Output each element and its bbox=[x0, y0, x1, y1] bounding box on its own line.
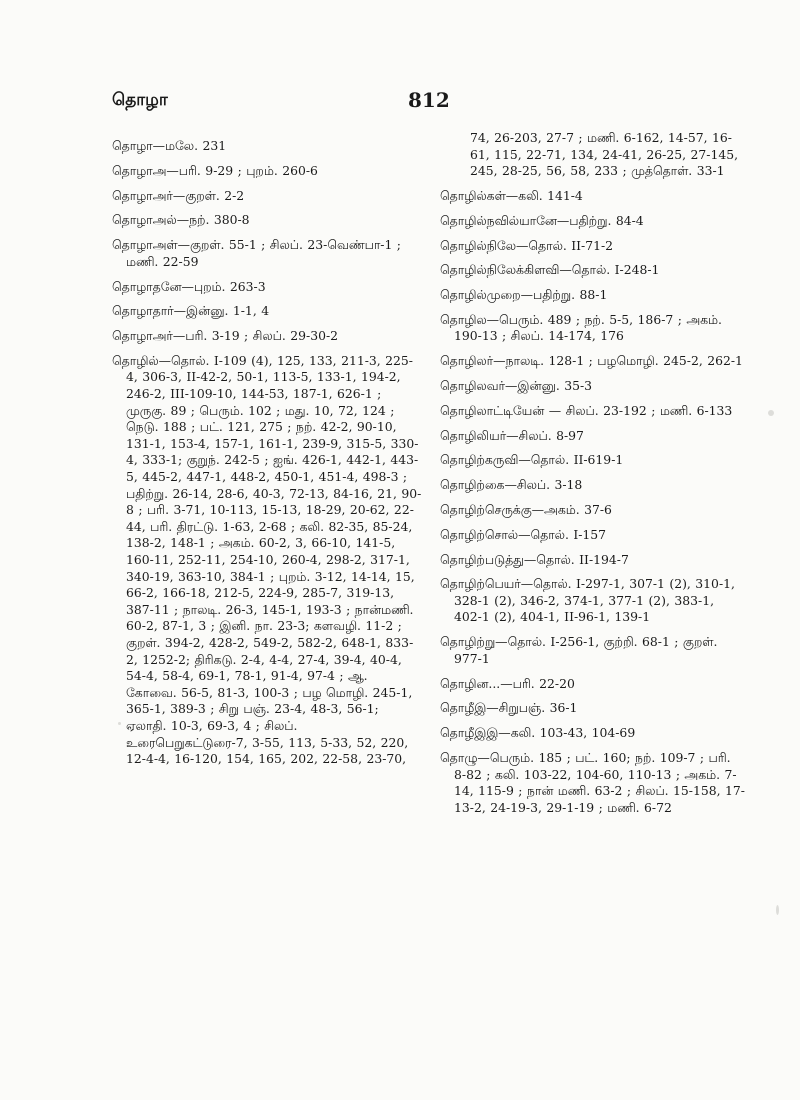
left-column bbox=[112, 138, 422, 776]
index-entry: தொழிற்பெயர்—தொல். I-297-1, 307-1 (2), 310-1, 328-1 (2), 346-2, 374-1, 377-1 (2), 383-1, 402-1 (2), 404-1, II-96-1, 139-1 bbox=[440, 576, 735, 625]
index-entry: தொழிற்சொல்—தொல். I-157 bbox=[440, 526, 607, 542]
index-entry: தொழின...—பரி. 22-20 bbox=[440, 675, 575, 691]
paper-speck bbox=[776, 905, 779, 915]
index-entry: தொழில்நிலேக்கிளவி—தொல். I-248-1 bbox=[440, 262, 660, 278]
index-entry: தொழிலர்—நாலடி. 128-1 ; பழமொழி. 245-2, 262-1 bbox=[440, 353, 743, 369]
index-entry: தொழில—பெரும். 489 ; நற். 5-5, 186-7 ; அகம். 190-13 ; சிலப். 14-174, 176 bbox=[440, 311, 722, 344]
index-entry: தொழிற்று—தொல். I-256-1, குற்றி. 68-1 ; குறள். 977-1 bbox=[440, 634, 718, 666]
index-entry: தொழில்நவில்யானே—பதிற்று. 84-4 bbox=[440, 212, 644, 228]
index-entry: தொழிற்படுத்து—தொல். II-194-7 bbox=[440, 551, 629, 567]
index-entry: தொழில்—தொல். I-109 (4), 125, 133, 211-3, 225-4, 306-3, II-42-2, 50-1, 113-5, 133-1, 194-2, 246-2, III-109-10, 144-53, 187-1, 626-1 ; முருகு. 89 ; பெரும். 102 ; மது. 10, 72, 124 ; நெடு. 188 ; பட். 121, 275 ; நற். 42-2, 90-10, 131-1, 153-4, 157-1, 161-1, 239-9, 315-5, 330-4, 333-1; குறுந். 242-5 ; ஐங். 426-1, 442-1, 443-5, 445-2, 447-1, 448-2, 450-1, 451-4, 498-3 ; பதிற்று. 26-14, 28-6, 40-3, 72-13, 84-16, 21, 90-8 ; பரி. 3-71, 10-113, 15-13, 18-29, 20-62, 22-44, பரி. திரட்டு. 1-63, 2-68 ; கலி. 82-35, 85-24, 138-2, 148-1 ; அகம். 60-2, 3, 66-10, 141-5, 160-11, 252-11, 254-10, 260-4, 298-2, 317-1, 340-19, 363-10, 384-1 ; புறம். 3-12, 14-14, 15, 66-2, 166-18, 212-5, 224-9, 285-7, 319-13, 387-11 ; நாலடி. 26-3, 145-1, 193-3 ; நான்மணி. 60-2, 87-1, 3 ; இனி. நா. 23-3; களவழி. 11-2 ; குறள். 394-2, 428-2, 549-2, 582-2, 648-1, 833-2, 1252-2; திரிகடு. 2-4, 4-4, 27-4, 39-4, 40-4, 54-4, 58-4, 69-1, 78-1, 91-4, 97-4 ; ஆ. கோவை. 56-5, 81-3, 100-3 ; பழ மொழி. 245-1, 365-1, 389-3 ; சிறு பஞ். 23-4, 48-3, 56-1; ஏலாதி. 10-3, 69-3, 4 ; சிலப். உரைபெறுகட்டுரை-7, 3-55, 113, 5-33, 52, 220, 12-4-4, 16-120, 154, 165, 202, 22-58, 23-70, bbox=[112, 352, 422, 767]
index-entry: தொழாஅ—பரி. 9-29 ; புறம். 260-6 bbox=[112, 162, 318, 178]
index-entry: தொழாதனே—புறம். 263-3 bbox=[112, 278, 266, 294]
index-entry: தொழாஅர்—குறள். 2-2 bbox=[112, 187, 245, 203]
index-entry: தொழீஇஇ—கலி. 103-43, 104-69 bbox=[440, 725, 636, 741]
index-entry: தொழாஅர்—பரி. 3-19 ; சிலப். 29-30-2 bbox=[112, 328, 339, 344]
index-entry: தொழில்முறை—பதிற்று. 88-1 bbox=[440, 287, 608, 303]
index-entry: தொழிற்கை—சிலப். 3-18 bbox=[440, 477, 583, 493]
index-entry: தொழிலாட்டியேன் — சிலப். 23-192 ; மணி. 6-133 bbox=[440, 402, 733, 418]
page-number: 812 bbox=[408, 88, 450, 112]
index-entry: தொழில்நிலே—தொல். II-71-2 bbox=[440, 237, 614, 253]
index-entry: தொழீஇ—சிறுபஞ். 36-1 bbox=[440, 700, 578, 716]
index-entry-continued: 74, 26-203, 27-7 ; மணி. 6-162, 14-57, 16-61, 115, 22-71, 134, 24-41, 26-25, 27-145, 245, 28-25, 56, 58, 233 ; முத்தொள். 33-1 bbox=[470, 130, 739, 179]
paper-speck bbox=[118, 722, 121, 725]
index-entry: தொழு—பெரும். 185 ; பட். 160; நற். 109-7 ; பரி. 8-82 ; கலி. 103-22, 104-60, 110-13 ; அகம். 7-14, 115-9 ; நான் மணி. 63-2 ; சிலப். 15-158, 17-13-2, 24-19-3, 29-1-19 ; மணி. 6-72 bbox=[440, 749, 745, 815]
index-entry: தொழிற்செருக்கு—அகம். 37-6 bbox=[440, 501, 612, 517]
right-column bbox=[440, 130, 745, 825]
index-entry: தொழிலியர்—சிலப். 8-97 bbox=[440, 427, 584, 443]
index-entry: தொழிலவர்—இன்னு. 35-3 bbox=[440, 378, 593, 394]
index-entry: தொழிற்கருவி—தொல். II-619-1 bbox=[440, 452, 624, 468]
index-entry: தொழில்கள்—கலி. 141-4 bbox=[440, 187, 583, 203]
index-entry: தொழாஅல்—நற். 380-8 bbox=[112, 212, 250, 228]
paper-speck bbox=[768, 410, 774, 416]
index-entry: தொழாதார்—இன்னு. 1-1, 4 bbox=[112, 303, 270, 319]
index-entry: தொழாஅள்—குறள். 55-1 ; சிலப். 23-வெண்பா-1 ; மணி. 22-59 bbox=[112, 237, 401, 269]
running-head: தொழா bbox=[112, 90, 168, 110]
index-entry: தொழா—மலே. 231 bbox=[112, 138, 227, 153]
